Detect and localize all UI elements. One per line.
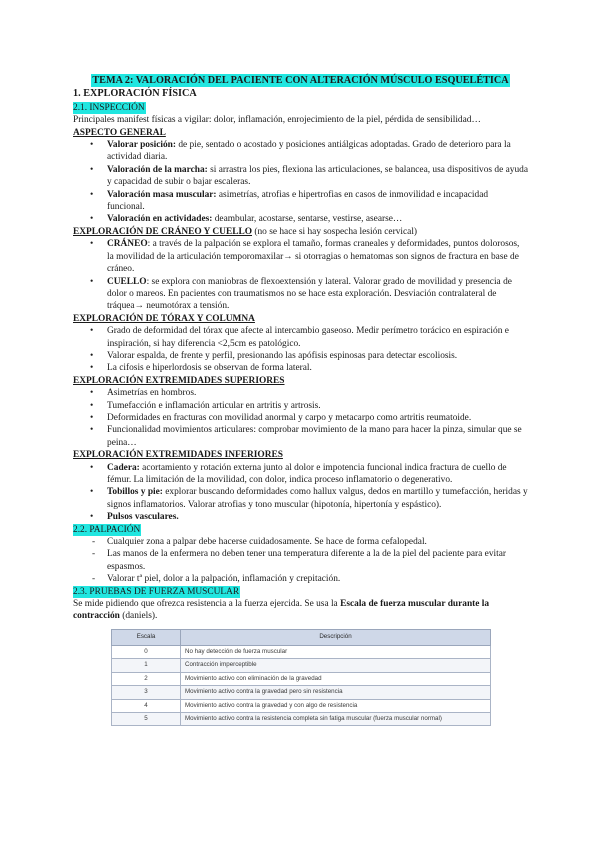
fuerza-table [111, 629, 491, 726]
section-heading: 1. EXPLORACIÓN FÍSICA [73, 88, 197, 100]
list-item: • Valorar espalda, de frente y perfil, presionando las apófisis espinosas para detectar escoliosis. [73, 350, 528, 362]
table-row: 4 Movimiento activo contra la gravedad y con algo de resistencia [112, 699, 491, 712]
list-item: • Tobillos y pie: explorar buscando deformidades como hallux valgus, dedos en martillo y tumefacción, heridas y signos inflamatorios. Valorar atrofias y tono muscular (hipotonía, hipertonía y espástico). [73, 486, 528, 511]
document-content [73, 74, 528, 726]
subsection-heading-palpacion: 2.2. PALPACIÓN [73, 524, 141, 535]
superiores-list [73, 387, 528, 449]
superiores-heading: EXPLORACIÓN EXTREMIDADES SUPERIORES [73, 375, 285, 386]
list-item: • Grado de deformidad del tórax que afecte al intercambio gaseoso. Medir perímetro torácico en espiración e inspiración, si hay diferencia <2,5cm es patológico. [73, 325, 528, 350]
table-row: 1 Contracción imperceptible [112, 659, 491, 672]
table-row: 2 Movimiento activo con eliminación de la gravedad [112, 672, 491, 685]
torax-list [73, 325, 528, 375]
table-row: 0 No hay detección de fuerza muscular [112, 645, 491, 658]
aspecto-general-list [73, 139, 528, 226]
fuerza-table-wrap [111, 629, 491, 726]
palpacion-list [73, 536, 528, 586]
page-title: TEMA 2: VALORACIÓN DEL PACIENTE CON ALTERACIÓN MÚSCULO ESQUELÉTICA [92, 75, 509, 86]
table-header-row [112, 629, 491, 645]
list-item: - Las manos de la enfermera no deben tener una temperatura diferente a la de la piel del paciente para evitar espasmos. [73, 548, 528, 573]
list-item: • Valoración de la marcha: si arrastra los pies, flexiona las articulaciones, se balancea, usa dispositivos de ayuda y capacidad de subir o bajar escaleras. [73, 164, 528, 189]
inferiores-list [73, 462, 528, 524]
list-item: • Funcionalidad movimientos articulares: comprobar movimiento de la mano para hacer la pinza, simular que se peina… [73, 424, 528, 449]
table-row: 3 Movimiento activo contra la gravedad pero sin resistencia [112, 686, 491, 699]
aspecto-general-heading: ASPECTO GENERAL [73, 127, 166, 138]
list-item: • Valoración en actividades: deambular, acostarse, sentarse, vestirse, asearse… [73, 213, 528, 225]
list-item: - Valorar tª piel, dolor a la palpación, inflamación y crepitación. [73, 573, 528, 585]
list-item: • La cifosis e hiperlordosis se observan de forma lateral. [73, 362, 528, 374]
subsection-heading-inspeccion: 2.1. INSPECCIÓN [73, 102, 145, 113]
inspeccion-intro: Principales manifest físicas a vigilar: dolor, inflamación, enrojecimiento de la piel, pérdida de sensibilidad… [73, 115, 481, 126]
subsection-heading-fuerza: 2.3. PRUEBAS DE FUERZA MUSCULAR [73, 586, 240, 597]
list-item: • CRÁNEO: a través de la palpación se explora el tamaño, formas craneales y deformidades, puntos dolorosos, la movilidad de la articulación temporomaxilar→ si otorragias o hematomas son signos de fractura en base de cráneo. [73, 238, 528, 275]
list-item: • Valorar posición: de pie, sentado o acostado y posiciones antiálgicas adoptadas. Grado de deterioro para la actividad diaria. [73, 139, 528, 164]
fuerza-intro: Se mide pidiendo que ofrezca resistencia a la fuerza ejercida. Se usa la Escala de fuerza muscular durante la contracción (daniels). [73, 599, 490, 622]
list-item: • Cadera: acortamiento y rotación externa junto al dolor e impotencia funcional indica fractura de cuello de fémur. La limitación de la movilidad, con dolor, indica proceso inflamatorio o degenerativo. [73, 462, 528, 487]
table-row: 5 Movimiento activo contra la resistencia completa sin fatiga muscular (fuerza muscular normal) [112, 712, 491, 725]
torax-heading: EXPLORACIÓN DE TÓRAX Y COLUMNA [73, 313, 255, 324]
list-item: • Deformidades en fracturas con movilidad anormal y carpo y metacarpo como artritis reumatoide. [73, 412, 528, 424]
inferiores-heading: EXPLORACIÓN EXTREMIDADES INFERIORES [73, 450, 283, 461]
craneo-list [73, 238, 528, 312]
table-header-escala: Escala [112, 629, 181, 645]
table-header-descripcion: Descripción [181, 629, 491, 645]
craneo-heading-line [73, 226, 528, 238]
list-item: • Pulsos vasculares. [73, 511, 528, 523]
list-item: • Asimetrías en hombros. [73, 387, 528, 399]
list-item: • Tumefacción e inflamación articular en artritis y artrosis. [73, 400, 528, 412]
list-item: - Cualquier zona a palpar debe hacerse cuidadosamente. Se hace de forma cefalopedal. [73, 536, 528, 548]
craneo-note: (no se hace si hay sospecha lesión cervical) [252, 226, 418, 237]
list-item: • Valoración masa muscular: asimetrías, atrofias e hipertrofias en casos de inmovilidad e incapacidad funcional. [73, 189, 528, 214]
craneo-heading: EXPLORACIÓN DE CRÁNEO Y CUELLO [73, 226, 253, 237]
list-item: • CUELLO: se explora con maniobras de flexoextensión y lateral. Valorar grado de movilidad y presencia de dolor o mareos. En pacientes con traumatismos no se hace esta exploración. Desviación contralateral de tráquea→ neumotórax a tensión. [73, 276, 528, 313]
